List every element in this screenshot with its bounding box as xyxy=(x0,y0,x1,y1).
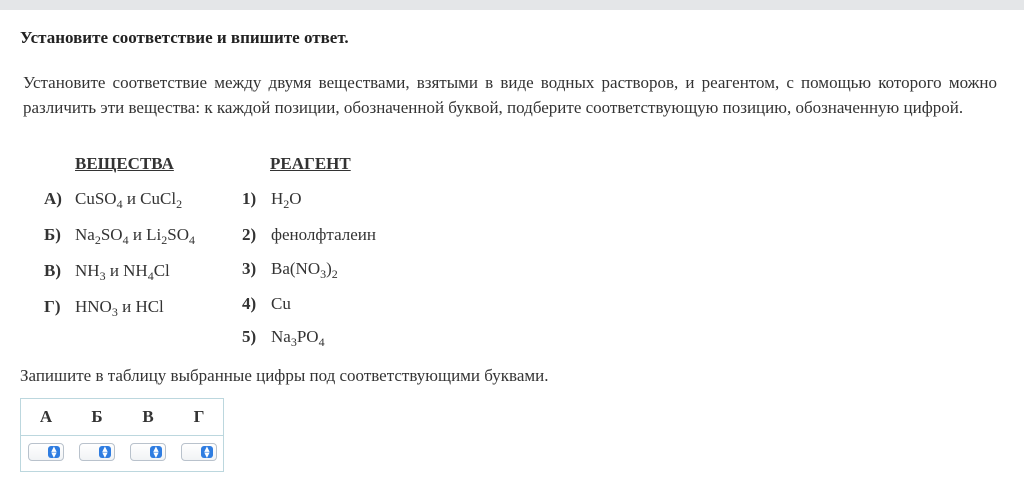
reagent-formula: $Ba(NO_3)_2$ xyxy=(271,259,338,281)
answer-select-a[interactable] xyxy=(28,443,64,461)
top-bar xyxy=(0,0,1024,10)
answer-table-header xyxy=(21,399,223,436)
substances-header: ВЕЩЕСТВА xyxy=(75,154,174,173)
reagent-label: 5) xyxy=(242,327,257,346)
reagent-formula: $H_2O$ xyxy=(271,189,302,211)
reagent-formula: $Na_3PO_4$ xyxy=(271,327,325,349)
select-updown-arrows-icon: ▲ ▼ xyxy=(150,446,162,458)
task-title: Установите соответствие и впишите ответ. xyxy=(20,28,349,47)
answer-cell-b xyxy=(72,441,122,465)
substance-label: В) xyxy=(44,261,61,280)
answer-table xyxy=(20,398,224,472)
reagent-label: 1) xyxy=(242,189,257,208)
reagent-formula: Cu xyxy=(271,294,291,313)
reagent-formula: фенолфталеин xyxy=(271,225,376,244)
answer-header-b: Б xyxy=(91,407,103,426)
substance-formula: $NH_3$ и $NH_4Cl$ xyxy=(75,261,170,283)
task-description: Установите соответствие между двумя веществами, взятыми в виде водных растворов, и реагентом, с помощью которого можно различить эти вещества: к каждой позиции, обозначенной буквой, подберите соответствующую позицию, обозначенную цифрой. xyxy=(23,73,997,117)
reagent-label: 3) xyxy=(242,259,257,278)
reagent-header: РЕАГЕНТ xyxy=(270,154,351,173)
reagent-label: 2) xyxy=(242,225,257,244)
answer-cell-v xyxy=(123,441,173,465)
answer-select-v[interactable] xyxy=(130,443,166,461)
substance-label: А) xyxy=(44,189,62,208)
select-updown-arrows-icon: ▲ ▼ xyxy=(201,446,213,458)
answer-select-b[interactable] xyxy=(79,443,115,461)
substance-formula: CuSO$_4$ и CuCl$_2$ xyxy=(75,189,183,211)
answer-header-a: А xyxy=(39,407,53,426)
answer-cell-a xyxy=(21,441,71,465)
answer-header-g: Г xyxy=(193,407,205,426)
select-updown-arrows-icon: ▲ ▼ xyxy=(48,446,60,458)
substance-formula: $HNO_3$ и HCl xyxy=(75,297,164,319)
answer-header-v: В xyxy=(142,407,154,426)
answer-instruction: Запишите в таблицу выбранные цифры под соответствующими буквами. xyxy=(20,366,549,385)
reagent-label: 4) xyxy=(242,294,257,313)
substance-label: Г) xyxy=(44,297,61,316)
select-updown-arrows-icon: ▲ ▼ xyxy=(99,446,111,458)
answer-cell-g xyxy=(174,441,224,465)
substance-label: Б) xyxy=(44,225,61,244)
substance-formula: $Na_2SO_4$ и $Li_2SO_4$ xyxy=(75,225,196,247)
answer-select-g[interactable] xyxy=(181,443,217,461)
